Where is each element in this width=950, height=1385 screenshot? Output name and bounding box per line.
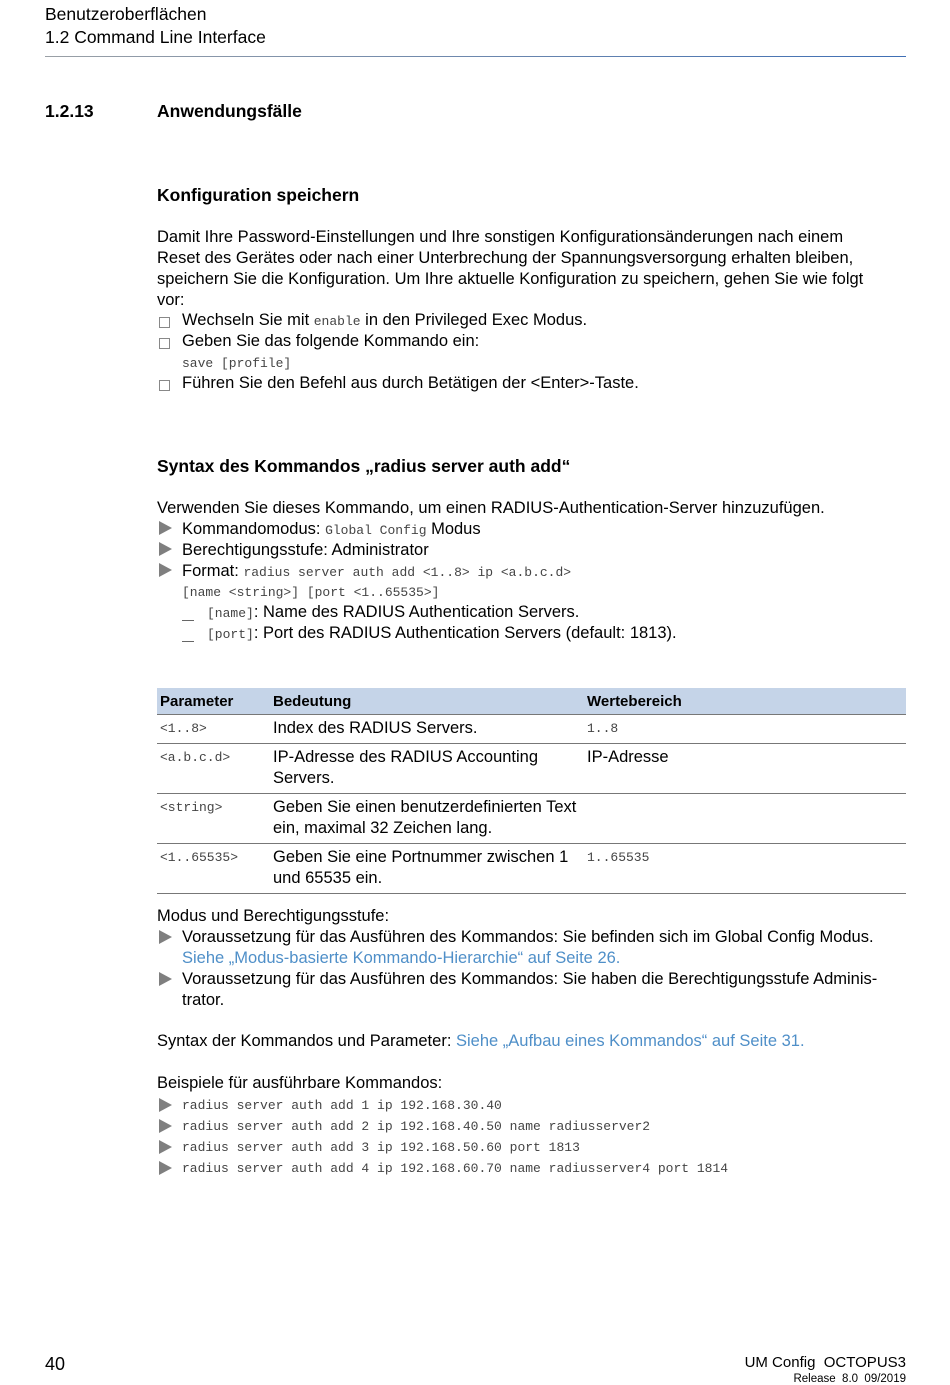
triangle-bullet-icon — [159, 563, 172, 582]
step-text: in den Privileged Exec Modus. — [360, 311, 588, 329]
command-structure-link[interactable]: Siehe „Aufbau eines Kommandos“ auf Seite 31. — [455, 1032, 805, 1050]
cell-param: <a.b.c.d> — [157, 744, 270, 794]
paragraph-line: speichern Sie die Konfiguration. Um Ihre aktuelle Konfiguration zu speichern, gehen Sie wie folgt — [157, 270, 864, 288]
triangle-bullet-icon — [159, 972, 172, 991]
mode-item-2-cont: trator. — [182, 991, 225, 1009]
mode-label: Modus und Berechtigungsstufe: — [157, 907, 390, 925]
table-row — [157, 794, 906, 844]
text: : Port des RADIUS Authentication Servers (default: 1813). — [253, 624, 677, 642]
format-line — [182, 561, 571, 583]
paragraph-line: Reset des Gerätes oder nach einer Unterbrechung der Spannungsversorgung erhalten bleiben, — [157, 249, 854, 267]
command-mode — [182, 519, 481, 541]
triangle-bullet-icon — [159, 1161, 172, 1180]
table-row — [157, 715, 906, 744]
save-config-heading: Konfiguration speichern — [157, 185, 360, 205]
syntax-heading: Syntax des Kommandos „radius server auth add“ — [157, 456, 571, 476]
parameter-table — [157, 688, 906, 894]
cell-param: <1..65535> — [157, 844, 270, 894]
step-checkbox-icon — [159, 336, 170, 354]
examples-label: Beispiele für ausführbare Kommandos: — [157, 1074, 443, 1092]
example-command-1: radius server auth add 1 ip 192.168.30.40 — [182, 1098, 502, 1113]
table-row — [157, 844, 906, 894]
permission-level: Berechtigungsstufe: Administrator — [182, 541, 429, 559]
step-2: Geben Sie das folgende Kommando ein: — [182, 332, 480, 350]
section-number: 1.2.13 — [45, 101, 94, 121]
mode-code: Global Config — [325, 523, 427, 538]
mode-item-1: Voraussetzung für das Ausführen des Kommandos: Sie befinden sich im Global Config Modus. — [182, 928, 874, 946]
dash-bullet-icon — [182, 633, 194, 651]
running-header-chapter: Benutzeroberflächen — [45, 4, 207, 24]
format-code-continued: [name <string>] [port <1..65535>] — [182, 585, 440, 600]
label: Kommandomodus: — [182, 520, 326, 538]
col-header-parameter: Parameter — [157, 688, 270, 715]
triangle-bullet-icon — [159, 1098, 172, 1117]
port-param-desc — [207, 623, 677, 645]
header-rule — [45, 56, 906, 57]
label: Format: — [182, 562, 244, 580]
triangle-bullet-icon — [159, 1119, 172, 1138]
col-header-bedeutung: Bedeutung — [270, 688, 584, 715]
triangle-bullet-icon — [159, 1140, 172, 1159]
cell-param: <1..8> — [157, 715, 270, 744]
syntax-intro: Verwenden Sie dieses Kommando, um einen RADIUS-Authentication-Server hinzuzufügen. — [157, 499, 825, 517]
col-header-wertebereich: Wertebereich — [584, 688, 906, 715]
cell-range: 1..8 — [584, 715, 906, 744]
cell-range: 1..65535 — [584, 844, 906, 894]
triangle-bullet-icon — [159, 930, 172, 949]
port-code: [port] — [207, 627, 254, 642]
step-3: Führen Sie den Befehl aus durch Betätigen der <Enter>-Taste. — [182, 374, 639, 392]
triangle-bullet-icon — [159, 521, 172, 540]
name-param-desc — [207, 602, 579, 624]
label: Modus — [426, 520, 481, 538]
paragraph-line: vor: — [157, 291, 185, 309]
save-config-paragraph — [157, 227, 917, 311]
section-title: Anwendungsfälle — [157, 101, 302, 121]
text: : Name des RADIUS Authentication Servers. — [253, 603, 580, 621]
cell-desc: Geben Sie eine Portnummer zwischen 1 und 65535 ein. — [270, 844, 584, 894]
paragraph-line: Damit Ihre Password-Einstellungen und Ihre sonstigen Konfigurationsänderungen nach einem — [157, 228, 844, 246]
mode-hierarchy-link[interactable]: Siehe „Modus-basierte Kommando-Hierarchie“ auf Seite 26. — [182, 949, 621, 967]
save-command-code: save [profile] — [182, 356, 292, 371]
dash-bullet-icon — [182, 612, 194, 630]
example-command-4: radius server auth add 4 ip 192.168.60.70 name radiusserver4 port 1814 — [182, 1161, 729, 1176]
step-text: Wechseln Sie mit — [182, 311, 314, 329]
cell-range — [584, 794, 906, 844]
cell-param: <string> — [157, 794, 270, 844]
name-code: [name] — [207, 606, 254, 621]
running-header-section: 1.2 Command Line Interface — [45, 27, 266, 47]
step-checkbox-icon — [159, 378, 170, 396]
example-command-3: radius server auth add 3 ip 192.168.50.60 port 1813 — [182, 1140, 580, 1155]
release-info: Release 8.0 09/2019 — [793, 1373, 906, 1385]
example-command-2: radius server auth add 2 ip 192.168.40.50 name radiusserver2 — [182, 1119, 651, 1134]
format-code: radius server auth add <1..8> ip <a.b.c.d> — [243, 565, 572, 580]
triangle-bullet-icon — [159, 542, 172, 561]
document-title: UM Config OCTOPUS3 — [744, 1354, 906, 1371]
cell-desc: IP-Adresse des RADIUS Accounting Servers. — [270, 744, 584, 794]
mode-item-2: Voraussetzung für das Ausführen des Kommandos: Sie haben die Berechtigungsstufe Adminis- — [182, 970, 878, 988]
step-checkbox-icon — [159, 315, 170, 333]
enable-command: enable — [313, 314, 361, 329]
cell-desc: Index des RADIUS Servers. — [270, 715, 584, 744]
label: Syntax der Kommandos und Parameter: — [157, 1032, 456, 1050]
page-number: 40 — [45, 1354, 66, 1374]
syntax-reference — [157, 1031, 805, 1052]
cell-desc: Geben Sie einen benutzerdefinierten Text ein, maximal 32 Zeichen lang. — [270, 794, 584, 844]
table-header-row — [157, 688, 906, 715]
step-1 — [182, 310, 587, 332]
table-row — [157, 744, 906, 794]
cell-range: IP-Adresse — [584, 744, 906, 794]
